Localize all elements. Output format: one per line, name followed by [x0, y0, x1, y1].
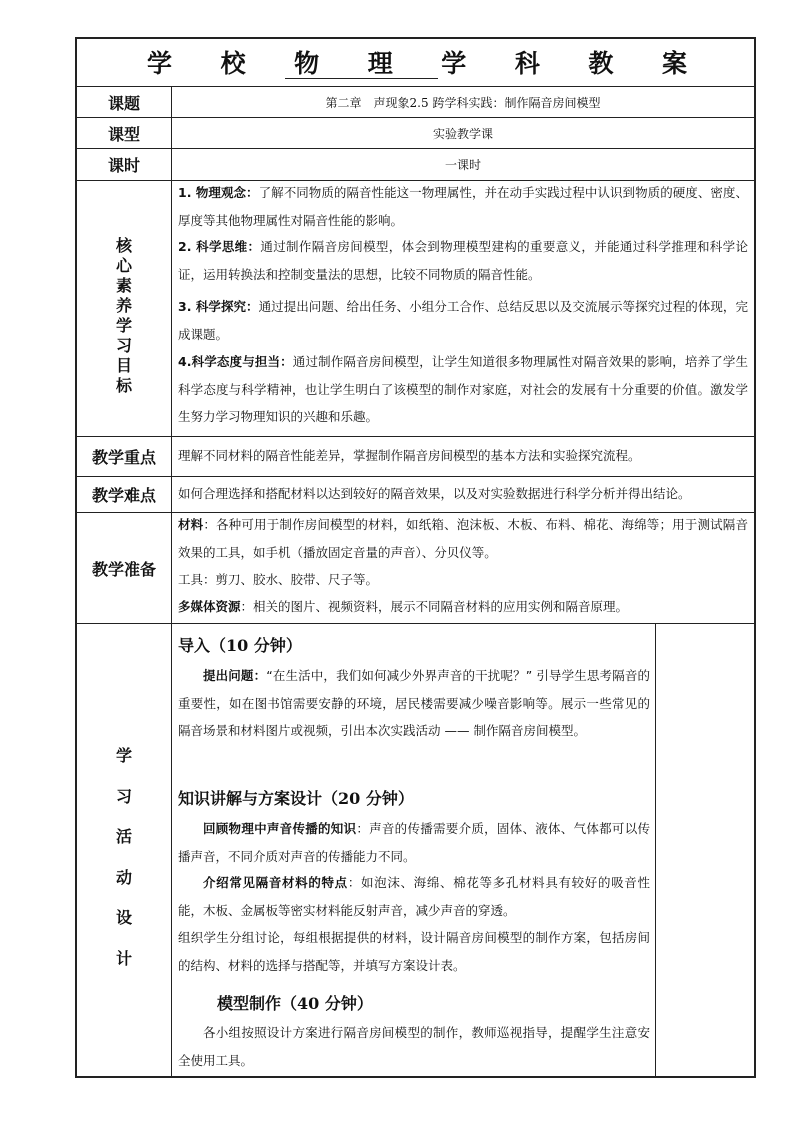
objective-tag: 3. 科学探究： [178, 299, 259, 314]
label-char: 标 [115, 376, 132, 395]
materials-text: ：各种可用于制作房间模型的材料，如纸箱、泡沫板、木板、布料、棉花、海绵等；用于测试隔音效果的工具，如手机（播放固定音量的声音）、分贝仪等。 [178, 517, 748, 560]
intro-heading: 导入（10 分钟） [178, 636, 302, 655]
title-char: 教 [588, 49, 615, 78]
row-divider [76, 476, 755, 477]
intro-paragraph [178, 662, 650, 745]
label-char: 习 [115, 336, 132, 355]
title-char: 理 [367, 49, 394, 78]
label-char: 素 [115, 276, 132, 295]
title-char: 案 [661, 49, 688, 78]
material-text: ：如泡沫、海绵、棉花等多孔材料具有较好的吸音性能，木板、金属板等密实材料能反射声音，减少声音的穿透。 [178, 875, 650, 918]
materials-tag: 材料 [178, 517, 204, 532]
title-char: 科 [514, 49, 541, 78]
label-char: 活 [115, 827, 132, 846]
column-divider [655, 623, 656, 1077]
title-char: 学 [441, 49, 468, 78]
objective-physics-concept [178, 179, 748, 234]
topic-label: 课题 [107, 93, 140, 113]
objective-text: 了解不同物质的隔音性能这一物理属性，并在动手实践过程中认识到物质的硬度、密度、厚度等其他物理属性对隔音性能的影响。 [178, 185, 748, 228]
label-char: 学 [115, 746, 132, 765]
core-literacy-label [77, 236, 171, 396]
material-tag: 介绍常见隔音材料的特点 [203, 875, 348, 890]
material-paragraph [178, 869, 650, 924]
objective-tag: 1. 物理观念： [178, 185, 259, 200]
objective-scientific-thinking [178, 233, 748, 288]
review-paragraph [178, 815, 650, 870]
label-char: 心 [115, 256, 132, 275]
key-point-label: 教学重点 [91, 448, 156, 467]
media-text: ：相关的图片、视频资料，展示不同隔音材料的应用实例和隔音原理。 [240, 599, 629, 614]
build-heading: 模型制作（40 分钟） [217, 994, 373, 1013]
column-divider [171, 86, 172, 1077]
label-char: 计 [115, 948, 132, 968]
objective-tag: 2. 科学思维： [178, 239, 261, 254]
objective-text: 通过制作隔音房间模型，体会到物理模型建构的重要意义，并能通过科学推理和科学论证，运用转换法和控制变量法的思想，比较不同物质的隔音性能。 [178, 239, 748, 282]
preparation-media [178, 593, 748, 621]
title-char: 物 [294, 49, 321, 78]
objective-text: 通过制作隔音房间模型，让学生知道很多物理属性对隔音效果的影响，培养了学生科学态度与科学精神，也让学生明白了该模型的制作对家庭，对社会的发展有十分重要的价值。激发学生努力学习物理知识的兴趣和乐趣。 [178, 354, 748, 424]
design-heading: 知识讲解与方案设计（20 分钟） [178, 789, 414, 808]
review-text: ：声音的传播需要介质，固体、液体、气体都可以传播声音，不同介质对声音的传播能力不同。 [178, 821, 650, 864]
title-char: 学 [147, 49, 174, 78]
title-char: 校 [220, 49, 247, 78]
objective-tag: 4.科学态度与担当： [178, 354, 293, 369]
label-char: 动 [115, 867, 132, 887]
label-char: 习 [115, 786, 132, 806]
class-hours-value: 一课时 [444, 158, 481, 172]
class-hours-label: 课时 [107, 156, 140, 175]
difficulty-label: 教学难点 [91, 486, 156, 505]
preparation-label: 教学准备 [91, 559, 156, 579]
objective-attitude [178, 348, 748, 431]
title-underline [285, 78, 438, 79]
lesson-type-label: 课型 [107, 124, 140, 144]
objective-scientific-inquiry [178, 293, 748, 348]
lesson-type-value: 实验教学课 [432, 126, 493, 141]
review-tag: 回顾物理中声音传播的知识 [203, 821, 357, 836]
media-tag: 多媒体资源 [178, 599, 241, 614]
question-tag: 提出问题： [203, 668, 267, 683]
group-paragraph: 组织学生分组讨论，每组根据提供的材料，设计隔音房间模型的制作方案，包括房间的结构、材料的选择与搭配等，并填写方案设计表。 [178, 930, 650, 973]
preparation-materials [178, 511, 748, 566]
label-char: 养 [115, 296, 132, 315]
objective-text: 通过提出问题、给出任务、小组分工合作、总结反思以及交流展示等探究过程的体现，完成课题。 [178, 299, 748, 342]
label-char: 设 [115, 908, 132, 927]
build-paragraph: 各小组按照设计方案进行隔音房间模型的制作，教师巡视指导，提醒学生注意安全使用工具。 [178, 1025, 650, 1068]
difficulty-text: 如何合理选择和搭配材料以达到较好的隔音效果，以及对实验数据进行科学分析并得出结论。 [178, 486, 691, 501]
topic-value: 第二章 声现象2.5 跨学科实践：制作隔音房间模型 [325, 95, 601, 110]
label-char: 学 [115, 316, 132, 335]
intro-text: “在生活中，我们如何减少外界声音的干扰呢？” 引导学生思考隔音的重要性，如在图书馆需要安静的环境，居民楼需要减少噪音影响等。展示一些常见的隔音场景和材料图片或视频，引出本次实践活动 —— 制作隔音房间模型。 [178, 668, 650, 738]
activity-design-label [77, 736, 171, 979]
row-divider [76, 623, 755, 624]
row-divider [76, 436, 755, 437]
label-char: 核 [115, 236, 132, 255]
key-point-text: 理解不同材料的隔音性能差异，掌握制作隔音房间模型的基本方法和实验探究流程。 [178, 448, 641, 463]
preparation-tools: 工具：剪刀、胶水、胶带、尺子等。 [178, 572, 379, 587]
label-char: 目 [115, 356, 132, 375]
